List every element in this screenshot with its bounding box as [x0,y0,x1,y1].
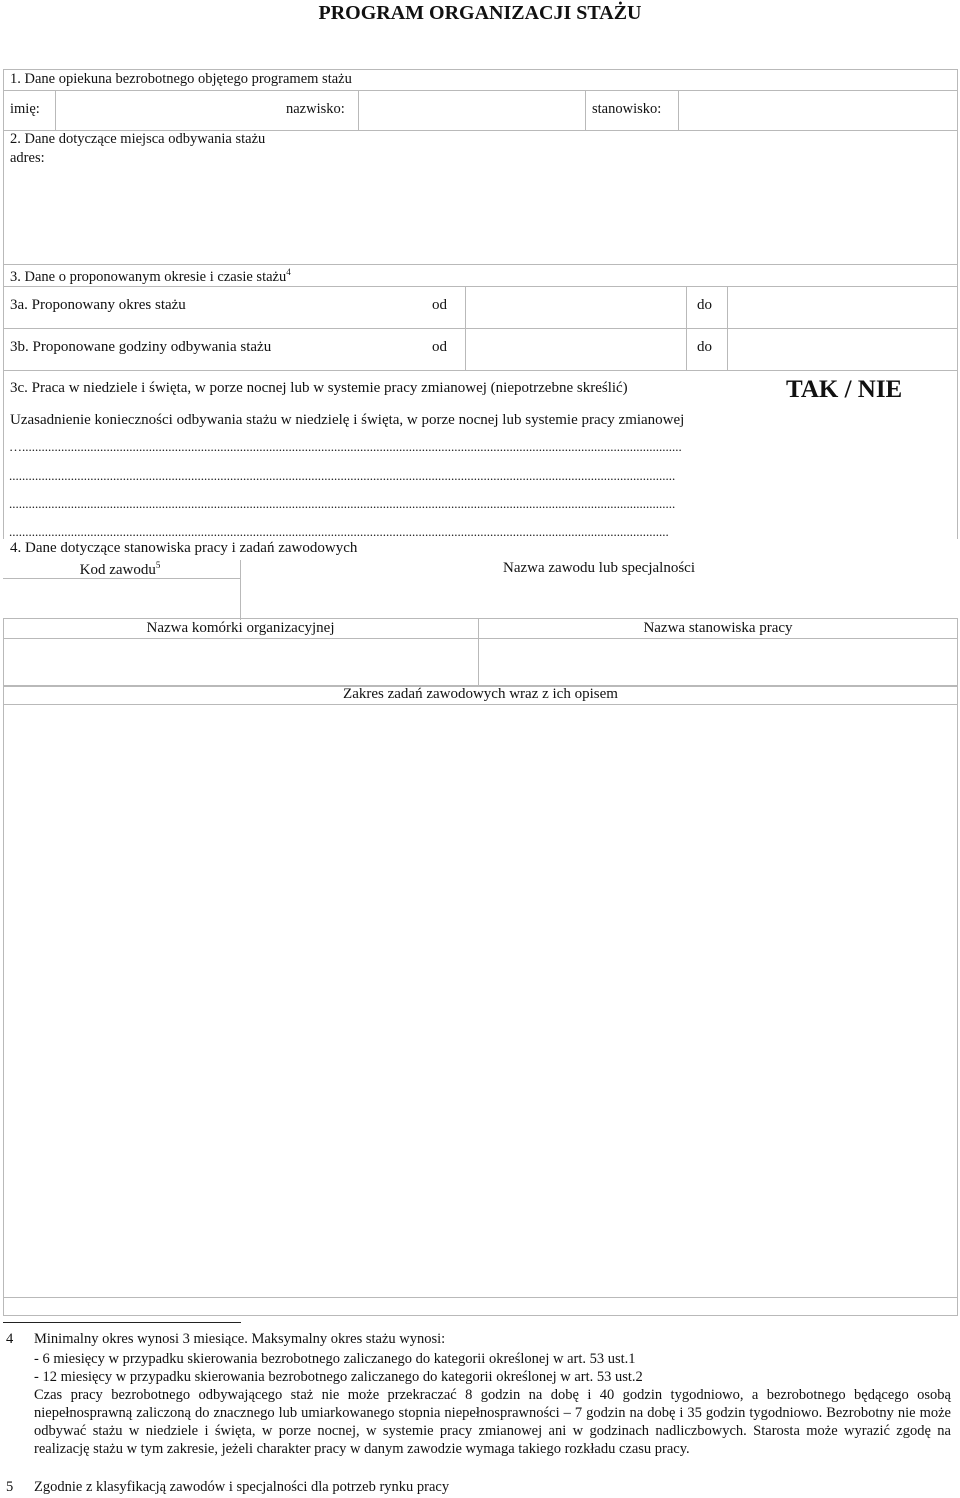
footnote-5-ref: 5 [155,560,161,570]
hours-from-field[interactable] [466,329,684,369]
org-unit-field[interactable] [4,639,477,685]
occupation-name-label: Nazwa zawodu lub specjalności [502,560,695,576]
footnote-4-paragraph: Czas pracy bezrobotnego odbywającego staż nie może przekraczać 8 godzin na dobę i 40 godzin tygodniowo, a bezrobotnego będącego osobą niepełnosprawną zaliczoną do znacznego lub umiarkowanego stopnia niepełnosprawności – 7 godzin na dobę i 35 godzin tygodniowo. Bezrobotny nie może odbywać stażu w niedziele i święta, w porze nocnej, w systemie pracy zmianowej ani w godzinach nadliczbowych. Starosta może wyrazić zgodę na realizację stażu w tym zakresie, jeżeli charakter pracy w danym zawodzie wymaga takiego rozkładu czasu pracy. [34,1387,951,1457]
occupation-code-field[interactable] [4,579,239,619]
footnote-5-number: 5 [6,1479,14,1495]
period-to-field[interactable] [728,287,957,327]
section3-heading: 3. Dane o proponowanym okresie i czasie stażu$^4$ [10,267,291,285]
address-field[interactable] [60,150,950,260]
justification-line-4[interactable]: ........................................................................................................................................................................................................... [9,524,669,539]
position-label: stanowisko: [592,101,662,117]
shift-work-label: 3c. Praca w niedziele i święta, w porze nocnej lub w systemie pracy zmianowej (niepotrzebne skreślić) [10,380,628,396]
period-from-field[interactable] [466,287,684,327]
hours-from-label: od [432,339,447,355]
justification-line-2[interactable]: ............................................................................................................................................................................................................. [9,468,676,483]
occupation-name-field[interactable] [241,580,957,620]
footnote-4-line-1: Minimalny okres wynosi 3 miesiące. Maksymalny okres stażu wynosi: [34,1331,446,1347]
hours-to-label: do [697,339,712,355]
footnote-4-ref: 4 [286,267,291,277]
first-name-field[interactable] [56,91,284,129]
footnote-separator [3,1322,241,1323]
period-from-label: od [432,297,447,313]
justification-label: Uzasadnienie konieczności odbywania stażu w niedzielę i święta, w porze nocnej lub systemie pracy zmianowej [10,412,685,428]
period-to-label: do [697,297,712,313]
page-title: PROGRAM ORGANIZACJI STAŻU [318,2,642,24]
shift-work-choice[interactable]: TAK / NIE [786,376,903,403]
justification-line-3[interactable]: ............................................................................................................................................................................................................. [9,496,676,511]
footnote-4-line-3: - 12 miesięcy w przypadku skierowania bezrobotnego zaliczanego do kategorii określonej w art. 53 ust.2 [34,1369,643,1385]
footnote-5-text: Zgodnie z klasyfikacją zawodów i specjalności dla potrzeb rynku pracy [34,1479,450,1495]
last-name-label: nazwisko: [286,101,345,117]
justification-line-1[interactable]: …........................................................................................................................................................................................................... [9,439,682,454]
position-name-label: Nazwa stanowiska pracy [643,620,793,636]
first-name-label: imię: [10,101,40,117]
hours-label: 3b. Proponowane godziny odbywania stażu [10,339,272,355]
hours-to-field[interactable] [728,329,957,369]
period-label: 3a. Proponowany okres stażu [10,297,186,313]
section4-heading: 4. Dane dotyczące stanowiska pracy i zadań zawodowych [10,540,358,556]
position-field[interactable] [679,91,957,129]
org-unit-label: Nazwa komórki organizacyjnej [146,620,335,636]
footnote-4-line-2: - 6 miesięcy w przypadku skierowania bezrobotnego zaliczanego do kategorii określonej w art. 53 ust.1 [34,1351,636,1367]
occupation-code-label: Kod zawodu$^5$ [79,560,161,578]
tasks-label: Zakres zadań zawodowych wraz z ich opisem [343,686,618,702]
section1-heading: 1. Dane opiekuna bezrobotnego objętego programem stażu [10,71,352,87]
last-name-field[interactable] [359,91,584,129]
address-label: adres: [10,150,45,166]
tasks-field[interactable] [4,705,957,1297]
footnote-4-number: 4 [6,1331,14,1347]
section2-heading: 2. Dane dotyczące miejsca odbywania stażu [10,131,266,147]
position-name-field[interactable] [479,639,957,685]
